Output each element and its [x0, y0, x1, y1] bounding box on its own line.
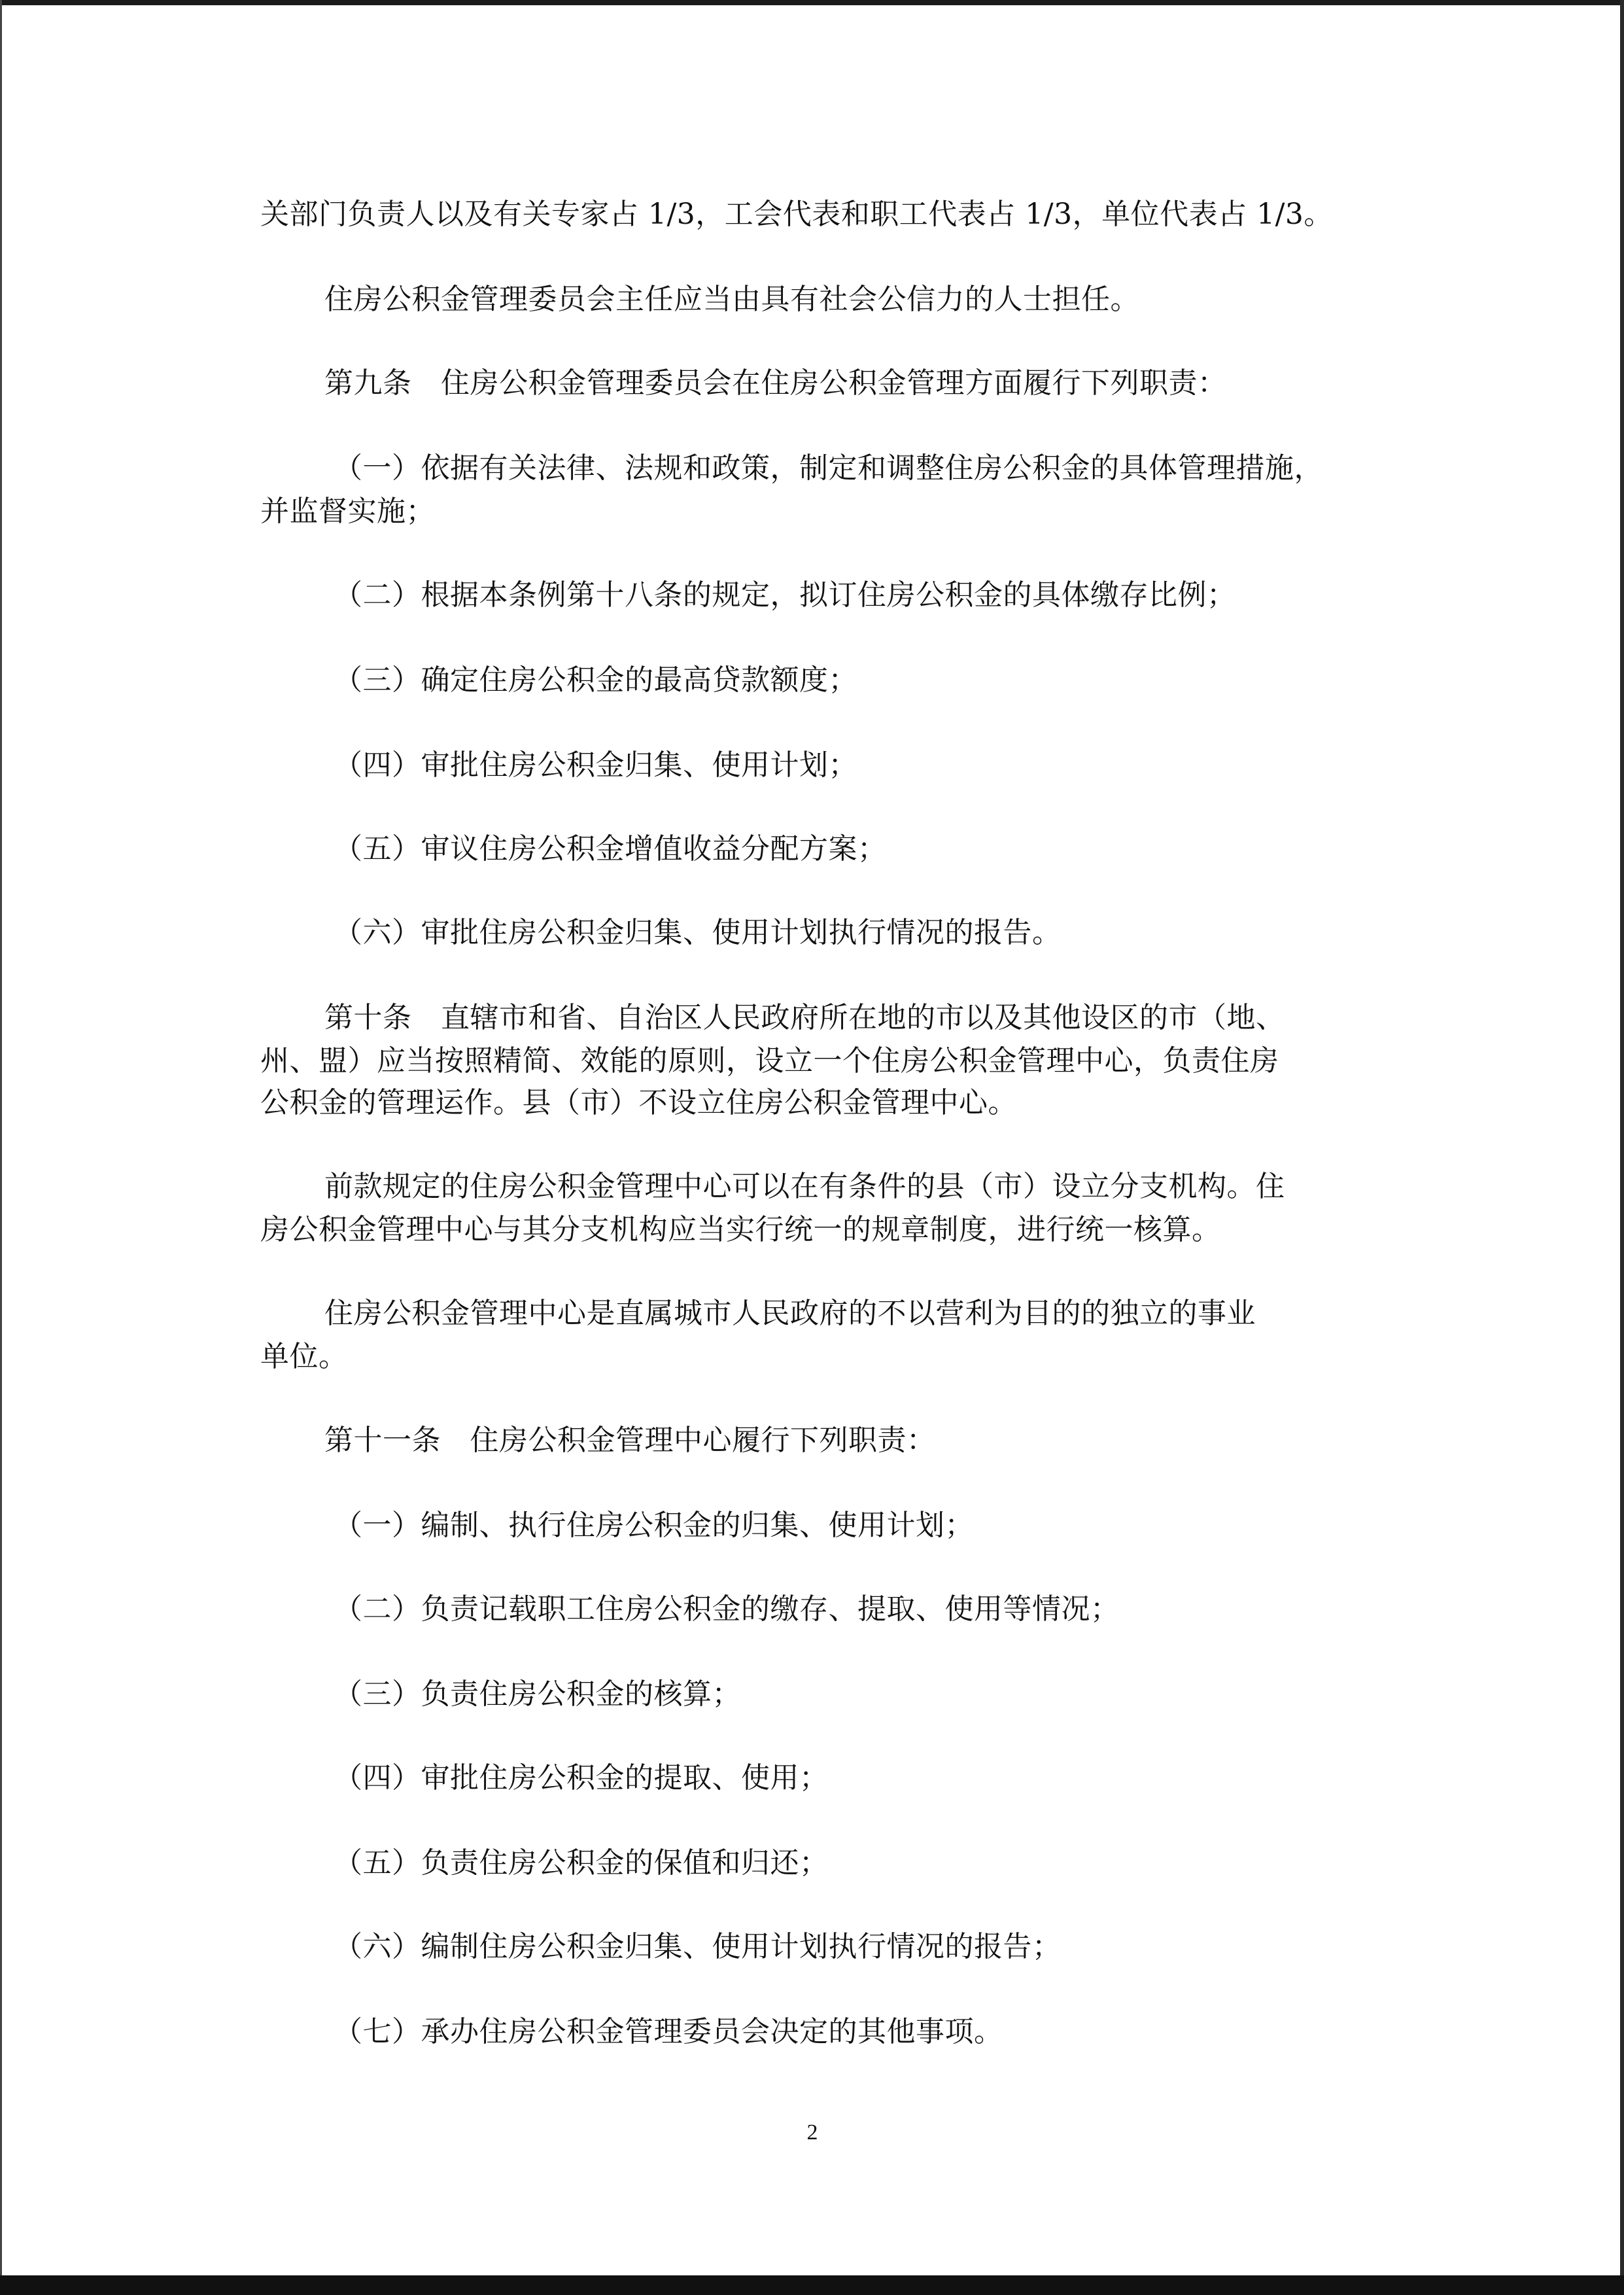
list-item: （一）编制、执行住房公积金的归集、使用计划； — [334, 1509, 974, 1542]
list-item: （三）确定住房公积金的最高贷款额度； — [334, 663, 857, 697]
article-11-heading: 第十一条 住房公积金管理中心履行下列职责： — [324, 1424, 936, 1457]
list-item: （五）审议住房公积金增值收益分配方案； — [334, 832, 887, 866]
scan-edge-bottom — [0, 2275, 1624, 2295]
list-item: （七）承办住房公积金管理委员会决定的其他事项。 — [334, 2015, 1003, 2048]
list-item: （一）依据有关法律、法规和政策，制定和调整住房公积金的具体管理措施， — [334, 451, 1323, 485]
paragraph-line: 房公积金管理中心与其分支机构应当实行统一的规章制度，进行统一核算。 — [260, 1213, 1221, 1246]
paragraph-line: 住房公积金管理中心是直属城市人民政府的不以营利为目的的独立的事业 — [324, 1297, 1256, 1330]
list-item: （四）审批住房公积金的提取、使用； — [334, 1761, 829, 1795]
article-9-heading: 第九条 住房公积金管理委员会在住房公积金管理方面履行下列职责： — [324, 366, 1227, 400]
list-item: （二）根据本条例第十八条的规定，拟订住房公积金的具体缴存比例； — [334, 578, 1236, 612]
paragraph-line: 并监督实施； — [260, 495, 435, 528]
paragraph-line: 住房公积金管理委员会主任应当由具有社会公信力的人士担任。 — [324, 283, 1139, 316]
list-item: （五）负责住房公积金的保值和归还； — [334, 1846, 829, 1880]
list-item: （二）负责记载职工住房公积金的缴存、提取、使用等情况； — [334, 1592, 1120, 1626]
list-item: （六）编制住房公积金归集、使用计划执行情况的报告； — [334, 1930, 1062, 1963]
article-10-heading: 第十条 直辖市和省、自治区人民政府所在地的市以及其他设区的市（地、 — [324, 1001, 1285, 1034]
page-number: 2 — [806, 2120, 818, 2145]
paragraph-line: 前款规定的住房公积金管理中心可以在有条件的县（市）设立分支机构。住 — [324, 1170, 1285, 1203]
paragraph-line: 关部门负责人以及有关专家占 1/3，工会代表和职工代表占 1/3，单位代表占 1/3。 — [260, 198, 1333, 231]
list-item: （三）负责住房公积金的核算； — [334, 1677, 741, 1711]
paragraph-line: 州、盟）应当按照精简、效能的原则，设立一个住房公积金管理中心，负责住房 — [260, 1044, 1279, 1077]
list-item: （四）审批住房公积金归集、使用计划； — [334, 748, 857, 782]
list-item: （六）审批住房公积金归集、使用计划执行情况的报告。 — [334, 916, 1062, 949]
paragraph-line: 单位。 — [260, 1340, 348, 1373]
paragraph-line: 公积金的管理运作。县（市）不设立住房公积金管理中心。 — [260, 1086, 1017, 1119]
